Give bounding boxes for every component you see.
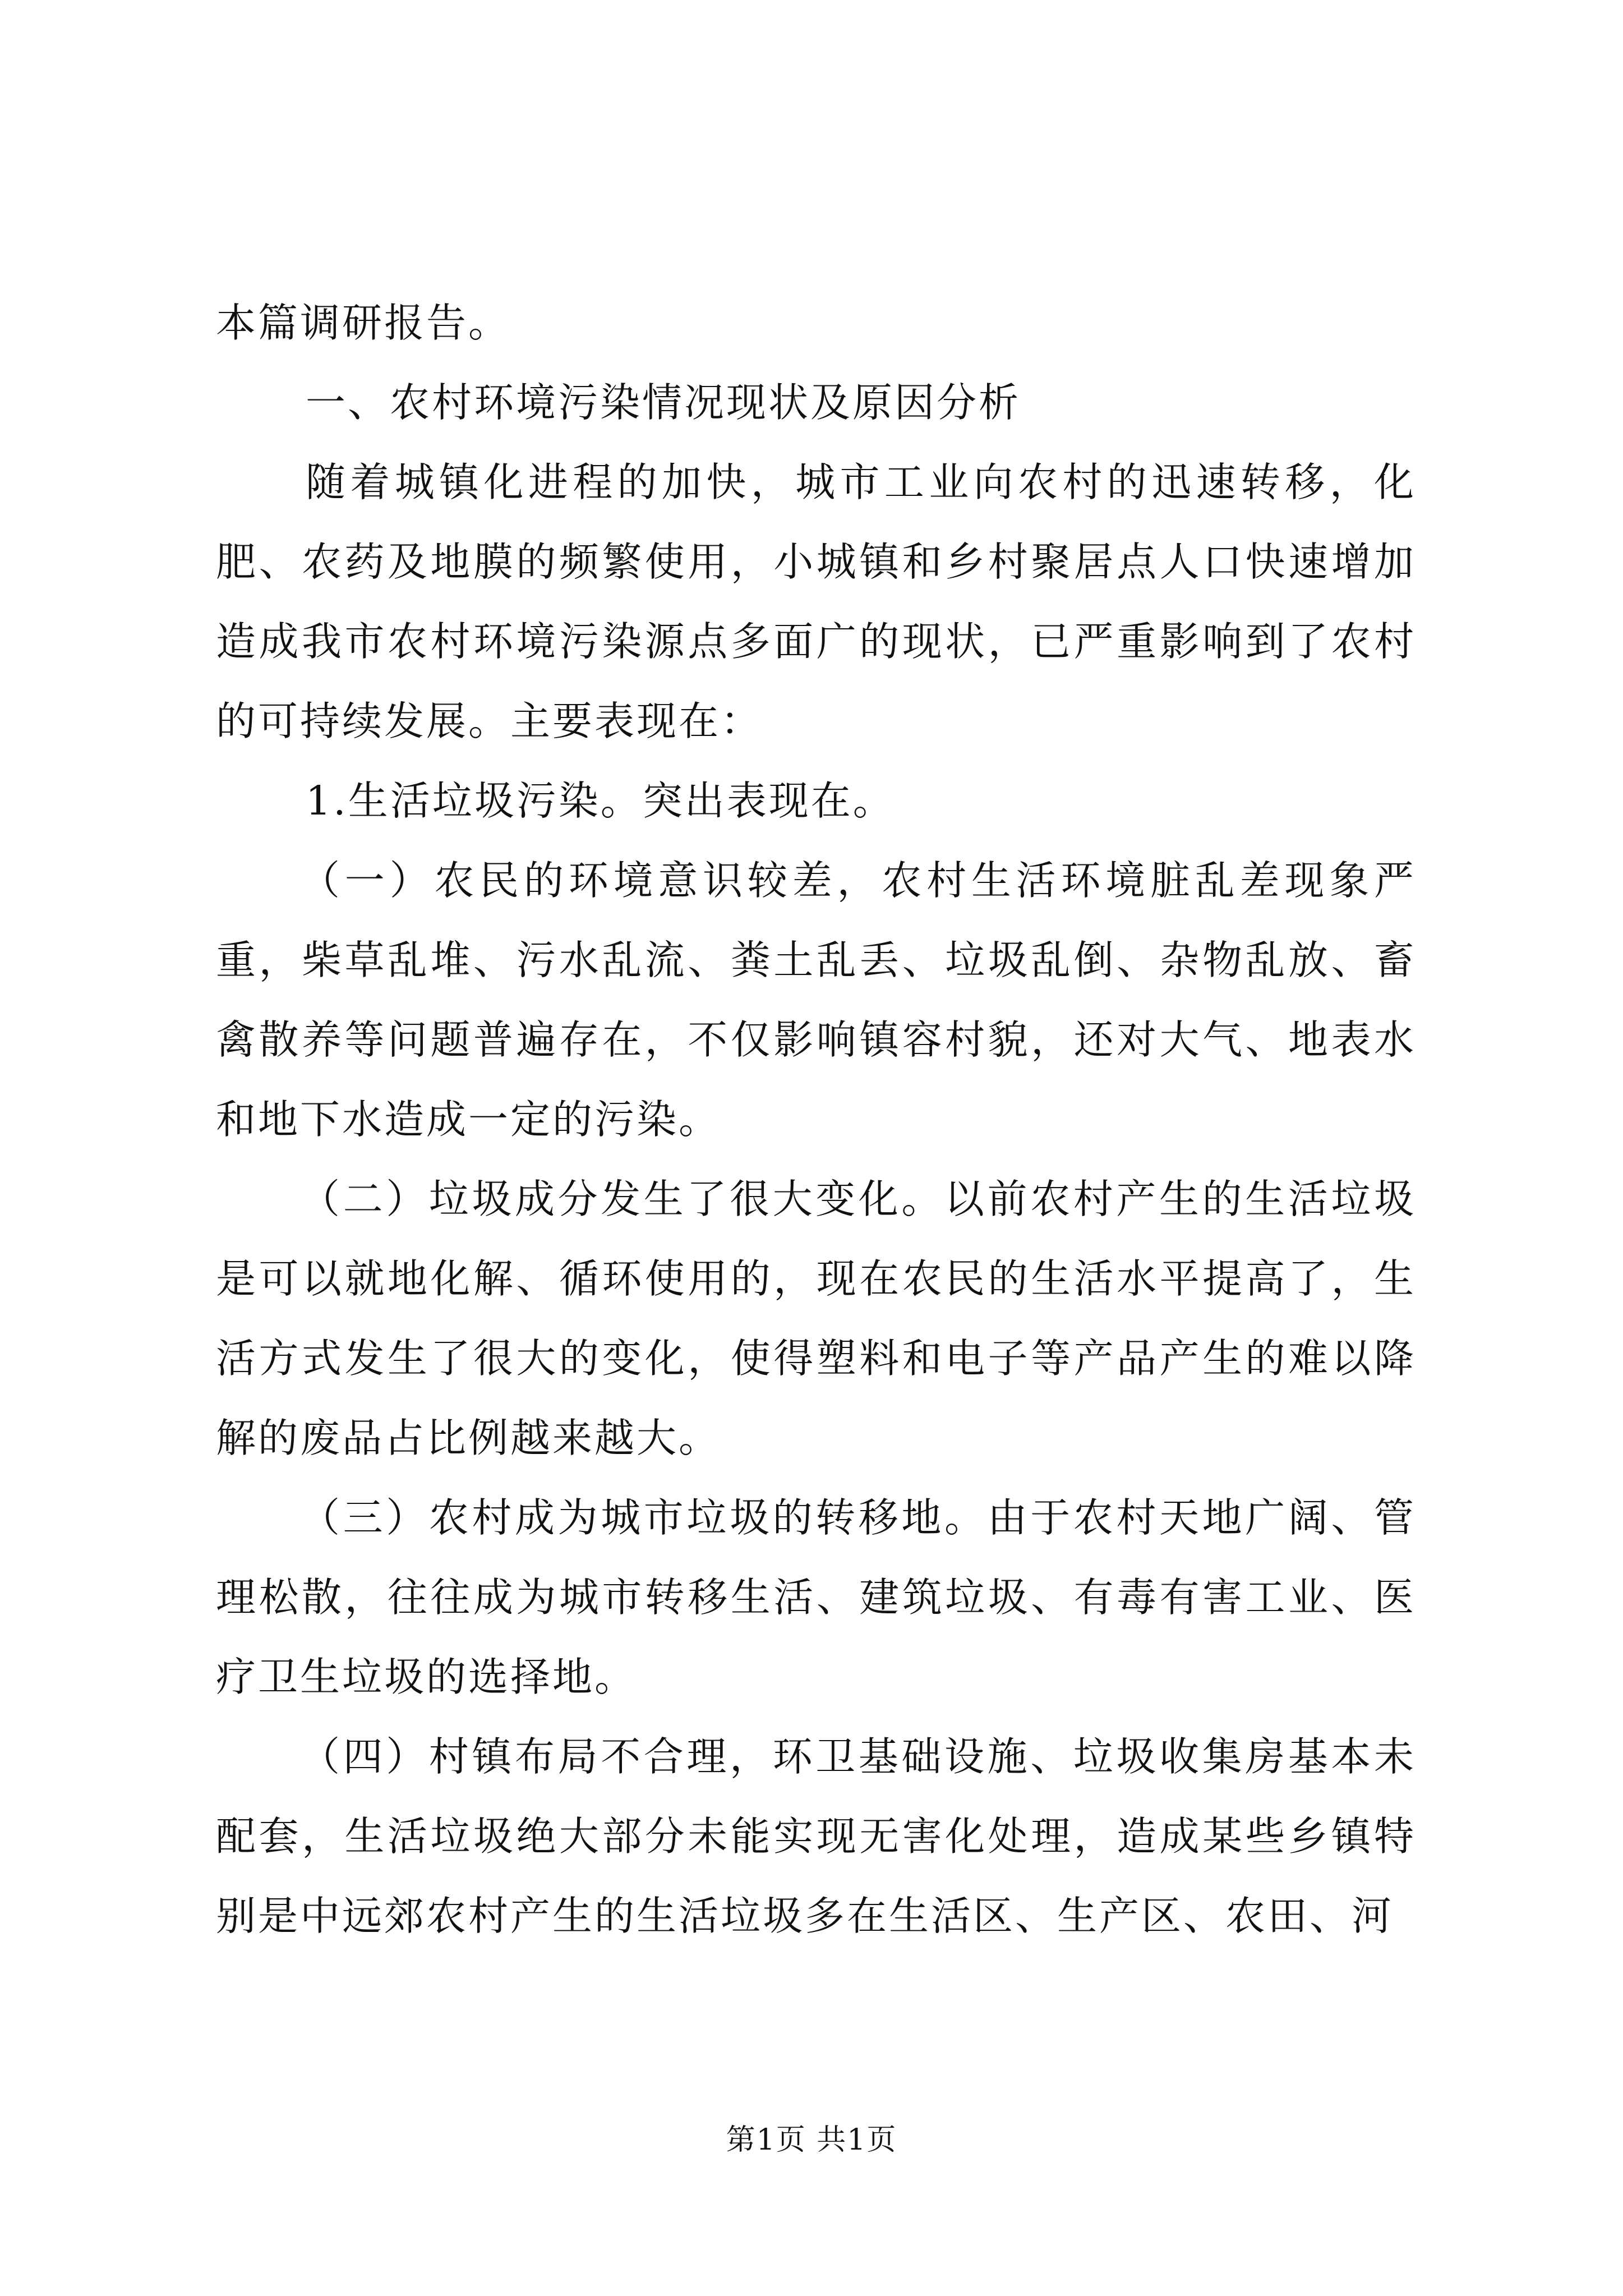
document-body xyxy=(216,283,1416,1956)
paragraph-intro-fragment: 本篇调研报告。 xyxy=(216,300,511,346)
section-heading: 一、农村环境污染情况现状及原因分析 xyxy=(306,379,1021,426)
subheading-household-waste: 1.生活垃圾污染。突出表现在。 xyxy=(306,777,895,824)
paragraph-overview: 随着城镇化进程的加快，城市工业向农村的迅速转移，化肥、农药及地膜的频繁使用，小城镇和乡村聚居点人口快速增加造成我市农村环境污染源点多面广的现状，已严重影响到了农村的可持续发展。主要表现在： xyxy=(216,459,1416,744)
paragraph-point-2: （二）垃圾成分发生了很大变化。以前农村产生的生活垃圾是可以就地化解、循环使用的，现在农民的生活水平提高了，生活方式发生了很大的变化，使得塑料和电子等产品产生的难以降解的废品占比例越来越大。 xyxy=(216,1176,1416,1461)
paragraph-point-3: （三）农村成为城市垃圾的转移地。由于农村天地广阔、管理松散，往往成为城市转移生活、建筑垃圾、有毒有害工业、医疗卫生垃圾的选择地。 xyxy=(216,1494,1416,1700)
paragraph-point-4: （四）村镇布局不合理，环卫基础设施、垃圾收集房基本未配套，生活垃圾绝大部分未能实现无害化处理，造成某些乡镇特别是中远郊农村产生的生活垃圾多在生活区、生产区、农田、河 xyxy=(216,1733,1416,1939)
page-footer: 第1页 共1页 xyxy=(726,2123,897,2157)
paragraph-point-1: （一）农民的环境意识较差，农村生活环境脏乱差现象严重，柴草乱堆、污水乱流、粪土乱丢、垃圾乱倒、杂物乱放、畜禽散养等问题普遍存在，不仅影响镇容村貌，还对大气、地表水和地下水造成一定的污染。 xyxy=(216,857,1416,1143)
